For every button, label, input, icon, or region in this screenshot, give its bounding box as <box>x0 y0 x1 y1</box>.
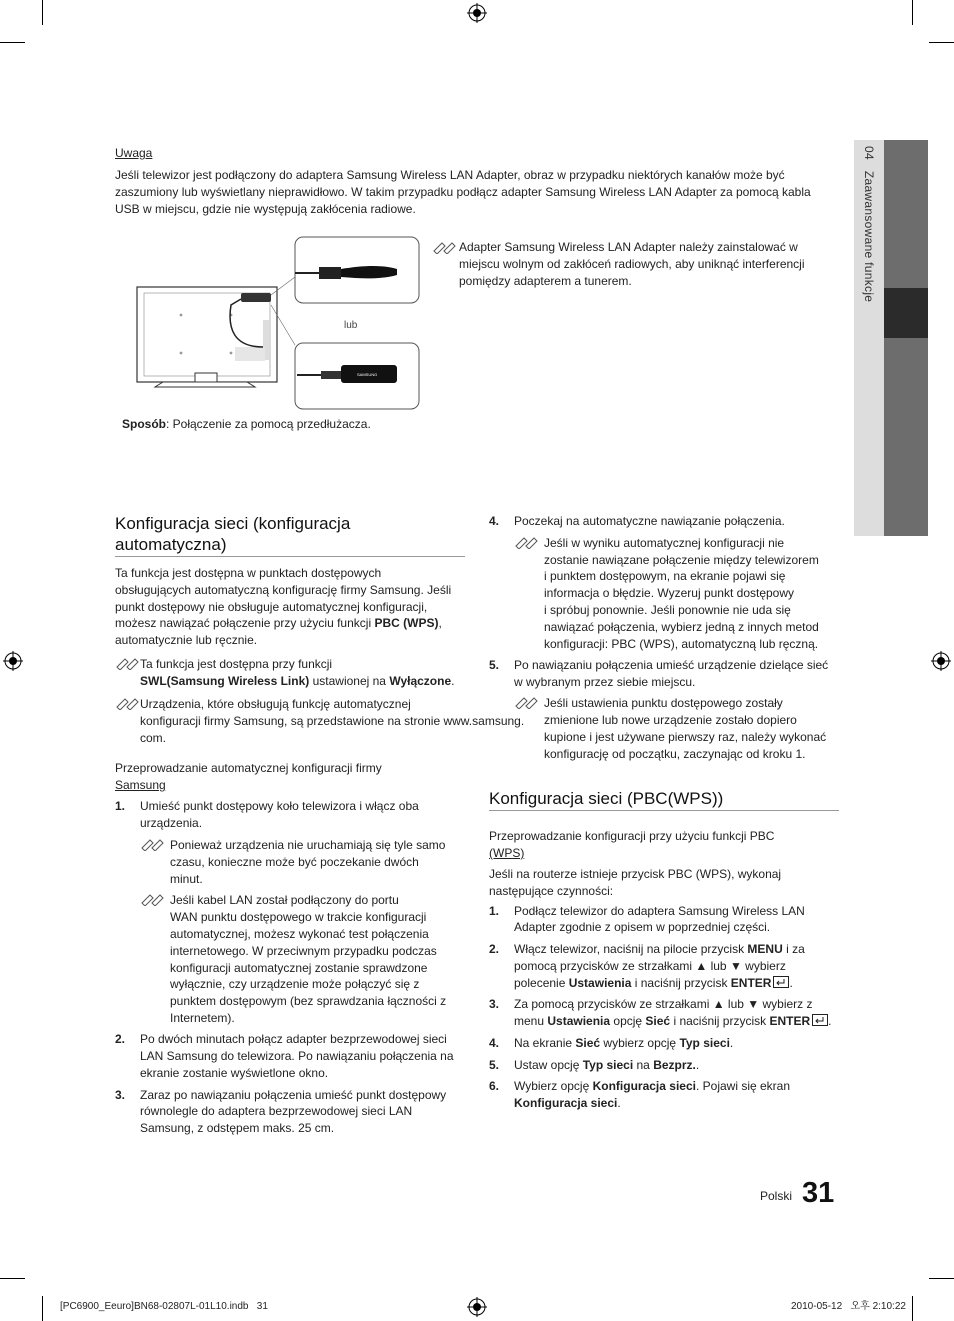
registration-mark-icon <box>931 651 951 671</box>
step-line: menu Ustawienia opcję Sieć i naciśnij przycisk ENTER . <box>514 1014 832 1028</box>
step-number: 4. <box>489 514 500 528</box>
step-number: 2. <box>489 942 500 956</box>
step-line: równolegle do adaptera bezprzewodowej sieci LAN <box>140 1104 413 1118</box>
note-line: Ta funkcja jest dostępna przy funkcji <box>140 657 333 671</box>
chapter-tab-marker <box>884 288 928 338</box>
registration-mark-icon <box>467 3 487 23</box>
intro-line: automatycznie lub ręcznie. <box>115 633 258 647</box>
step-number: 4. <box>489 1036 500 1050</box>
note-line: minut. <box>170 872 203 886</box>
intro-line: punkt dostępowy nie obsługuje automatycznej konfiguracji, <box>115 600 428 614</box>
step-number: 2. <box>115 1032 126 1046</box>
note-pencil-icon <box>140 890 166 906</box>
note-title: Uwaga <box>115 146 153 160</box>
note-line: Ponieważ urządzenia nie uruchamiają się tyle samo <box>170 838 446 852</box>
note-line: WAN punktu dostępowego w trakcie konfiguracji <box>170 910 427 924</box>
registration-mark-icon <box>3 651 23 671</box>
note-line: konfigurację od początku, zaczynając od kroku 1. <box>544 747 806 761</box>
step-number: 6. <box>489 1079 500 1093</box>
subheading: Przeprowadzanie automatycznej konfiguracji firmy <box>115 761 382 775</box>
note-line: zmienione lub nowe urządzenie zostało dopiero <box>544 713 797 727</box>
step-number: 3. <box>489 997 500 1011</box>
note-line: Jeśli telewizor jest podłączony do adaptera Samsung Wireless LAN Adapter, obraz w przypadku niektórych kanałów może być <box>115 168 785 182</box>
step-line: Podłącz telewizor do adaptera Samsung Wireless LAN <box>514 904 805 918</box>
step-number: 3. <box>115 1088 126 1102</box>
crop-mark <box>929 42 954 43</box>
note-line: i spróbuj ponownie. Jeśli ponownie nie uda się <box>544 603 791 617</box>
adapter-brand-label: SAMSUNG <box>357 372 378 377</box>
step-line: Umieść punkt dostępowy koło telewizora i włącz oba <box>140 799 419 813</box>
note-line: nawiązać połączenia, wybierz jedną z innych metod <box>544 620 819 634</box>
crop-mark <box>929 1278 954 1279</box>
step-line: Ustaw opcję Typ sieci na Bezprz.. <box>514 1058 700 1072</box>
note-line: com. <box>140 731 167 745</box>
step-line: Samsung, z odstępem maks. 25 cm. <box>140 1121 335 1135</box>
step-line: LAN Samsung do telewizora. Po nawiązaniu połączenia na <box>140 1049 454 1063</box>
heading-rule <box>489 810 839 811</box>
step-number: 5. <box>489 658 500 672</box>
note-line: internetowego. W przeciwnym przypadku podczas <box>170 944 437 958</box>
chapter-tab-bar <box>884 140 928 536</box>
subheading: (WPS) <box>489 846 525 860</box>
note-line: konfiguracji firmy Samsung, są przedstawione na stronie www.samsung. <box>140 714 525 728</box>
note-line: Jeśli w wyniku automatycznej konfiguracji nie <box>544 536 785 550</box>
note-pencil-icon <box>514 533 540 549</box>
note-line: punktem dostępowym (bez sprawdzania łączności z <box>170 994 447 1008</box>
section-heading-pbc: Konfiguracja sieci (PBC(WPS)) <box>489 789 724 808</box>
intro-line: obsługujących automatyczną konfigurację firmy Samsung. Jeśli <box>115 583 452 597</box>
step-number: 1. <box>489 904 500 918</box>
note-pencil-icon <box>432 238 458 254</box>
crop-mark <box>42 0 43 25</box>
step-number: 5. <box>489 1058 500 1072</box>
step-line: pomocą przycisków ze strzałkami ▲ lub ▼ wybierz <box>514 959 786 973</box>
note-line: wyłącznie, czy urządzenie może połączyć się z <box>170 977 420 991</box>
figure-note-line: pomiędzy adapterem a tunerem. <box>459 274 632 288</box>
note-line: i punktem dostępowym, na ekranie pojawi się <box>544 569 786 583</box>
note-line: konfiguracji: PBC (WPS), automatyczną lub ręczną. <box>544 637 819 651</box>
note-line: automatycznej, możesz wykonać test połączenia <box>170 927 429 941</box>
note-line: SWL(Samsung Wireless Link) ustawionej na Wyłączone. <box>140 674 455 688</box>
note-line: kupione i jest używane pierwszy raz, należy wykonać <box>544 730 827 744</box>
crop-mark <box>0 1278 25 1279</box>
figure-caption: Sposób: Połączenie za pomocą przedłużacza. <box>122 417 371 431</box>
note-line: Urządzenia, które obsługują funkcję automatycznej <box>140 697 411 711</box>
note-line: USB w miejscu, gdzie nie występują zakłócenia radiowe. <box>115 202 416 216</box>
step-line: Na ekranie Sieć wybierz opcję Typ sieci. <box>514 1036 734 1050</box>
note-pencil-icon <box>514 693 540 709</box>
intro-line: Jeśli na routerze istnieje przycisk PBC (WPS), wykonaj <box>489 867 782 881</box>
step-line: Za pomocą przycisków ze strzałkami ▲ lub ▼ wybierz z <box>514 997 813 1011</box>
note-line: Jeśli kabel LAN został podłączony do portu <box>170 893 399 907</box>
print-timestamp: 2010-05-12 오후 2:10:22 <box>791 1301 906 1312</box>
step-line: urządzenia. <box>140 816 203 830</box>
step-line: Włącz telewizor, naciśnij na pilocie przycisk MENU i za <box>514 942 805 956</box>
figure-note-line: miejscu wolnym od zakłóceń radiowych, aby uniknąć interferencji <box>459 257 805 271</box>
note-line: informacja o błędzie. Wyzeruj punkt dostępowy <box>544 586 795 600</box>
step-line: Zaraz po nawiązaniu połączenia umieść punkt dostępowy <box>140 1088 447 1102</box>
file-info: [PC6900_Eeuro]BN68-02807L-01L10.indb 31 <box>60 1301 268 1312</box>
note-pencil-icon <box>140 835 166 851</box>
heading-rule <box>115 556 465 557</box>
footer-language: Polski <box>760 1189 793 1203</box>
note-line: Internetem). <box>170 1011 235 1025</box>
registration-mark-icon <box>467 1297 487 1317</box>
step-line: ekranie zostanie wyświetlone okno. <box>140 1066 329 1080</box>
note-line: Jeśli ustawienia punktu dostępowego zostały <box>544 696 783 710</box>
figure-note-line: Adapter Samsung Wireless LAN Adapter należy zainstalować w <box>459 240 798 254</box>
step-line: Adapter zgodnie z opisem w poprzedniej części. <box>514 920 771 934</box>
subheading: Samsung <box>115 778 166 792</box>
chapter-label: 04 Zaawansowane funkcje <box>862 146 876 303</box>
step-number: 1. <box>115 799 126 813</box>
or-label: lub <box>344 320 358 331</box>
intro-line: następujące czynności: <box>489 884 614 898</box>
step-line: w wybranym przez siebie miejscu. <box>514 675 696 689</box>
intro-line: Ta funkcja jest dostępna w punktach dostępowych <box>115 566 382 580</box>
crop-mark <box>0 42 25 43</box>
enter-key-icon <box>773 976 789 988</box>
step-line: Wybierz opcję Konfiguracja sieci. Pojawi się ekran <box>514 1079 791 1093</box>
note-line: czasu, konieczne może być poczekanie dwóch <box>170 855 419 869</box>
step-line: Konfiguracja sieci. <box>514 1096 621 1110</box>
step-line: Po dwóch minutach połącz adapter bezprzewodowej sieci <box>140 1032 447 1046</box>
step-line: Po nawiązaniu połączenia umieść urządzenie dzielące sieć <box>514 658 829 672</box>
step-line: polecenie Ustawienia i naciśnij przycisk ENTER . <box>514 976 793 990</box>
note-line: konfiguracji automatycznej zostanie sprawdzone <box>170 961 428 975</box>
step-line: Poczekaj na automatyczne nawiązanie połączenia. <box>514 514 785 528</box>
crop-mark <box>912 1296 913 1321</box>
intro-line: możesz nawiązać połączenie przy użyciu funkcji PBC (WPS), <box>115 616 442 630</box>
note-line: zaszumiony lub wyświetlany nieprawidłowo. W takim przypadku podłącz adapter Samsung Wireless LAN Adapter za pomocą kabla <box>115 185 811 199</box>
note-pencil-icon <box>115 694 141 710</box>
note-pencil-icon <box>115 654 141 670</box>
section-heading-auto: Konfiguracja sieci (konfiguracja automatyczna) <box>115 514 351 554</box>
crop-mark <box>912 0 913 25</box>
page-number: 31 <box>802 1177 835 1209</box>
note-line: zostanie nawiązane połączenie między telewizorem <box>544 553 819 567</box>
crop-mark <box>42 1296 43 1321</box>
subheading: Przeprowadzanie konfiguracji przy użyciu funkcji PBC <box>489 829 775 843</box>
enter-key-icon <box>812 1014 828 1026</box>
connection-diagram <box>135 235 425 415</box>
